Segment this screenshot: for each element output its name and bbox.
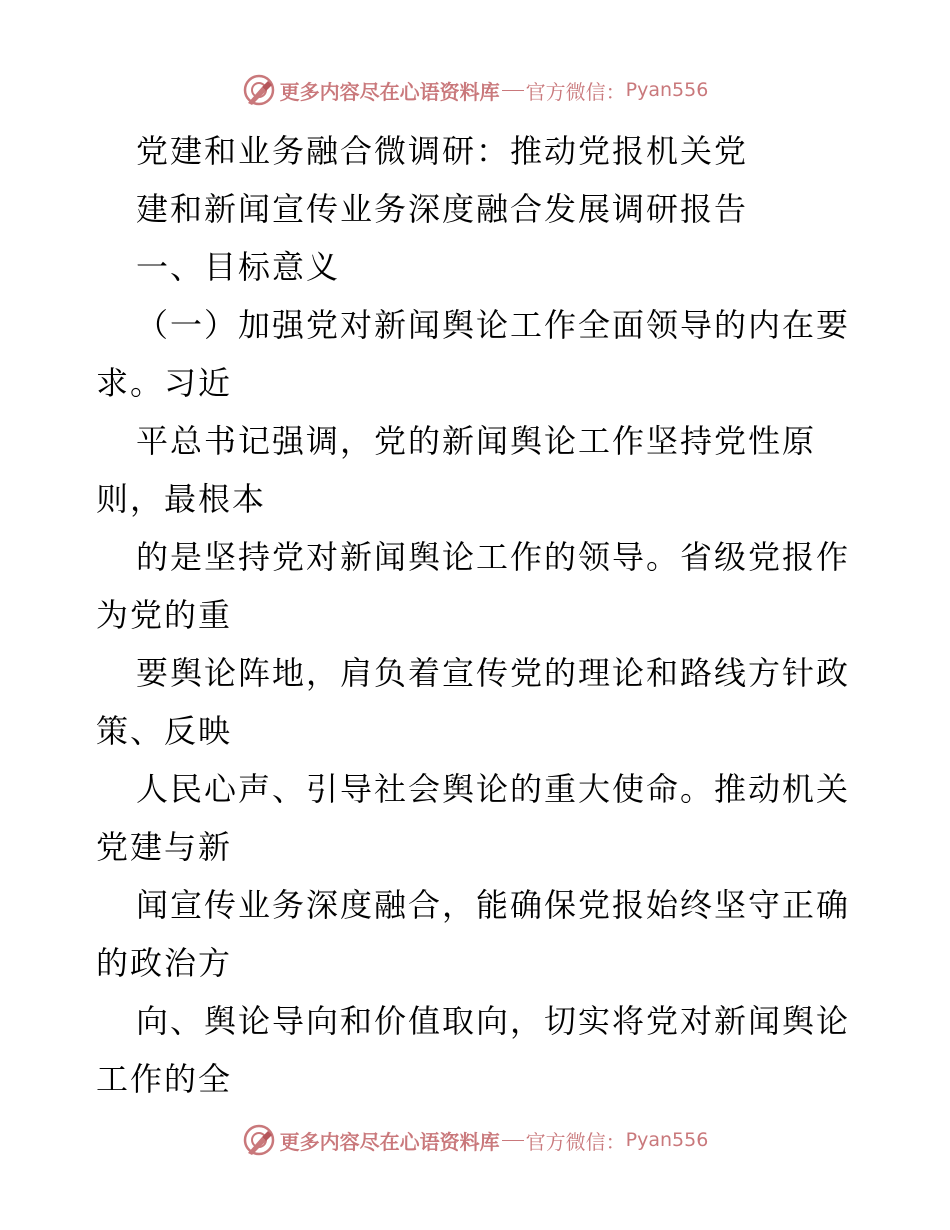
paragraph-line: （一）加强党对新闻舆论工作全面领导的内在要 [136,306,851,344]
paragraph-line: 的政治方 [96,944,233,982]
paragraph-line: 为党的重 [96,596,233,634]
separator-dash [502,90,524,91]
wechat-id: Pyan556 [625,1129,709,1151]
wechat-id: Pyan556 [625,79,709,101]
pen-logo-icon [242,73,276,107]
paragraph-line: 策、反映 [96,712,233,750]
paragraph-line: 工作的全 [96,1060,233,1098]
document-body [96,122,876,1108]
paragraph-line: 平总书记强调，党的新闻舆论工作坚持党性原 [136,422,817,460]
wechat-label: 官方微信： [525,79,626,104]
footer-watermark [0,1120,950,1160]
paragraph-line: 向、舆论导向和价值取向，切实将党对新闻舆论 [136,1002,851,1040]
library-text: 更多内容尽在心语资料库 [279,79,500,104]
paragraph-line: 要舆论阵地，肩负着宣传党的理论和路线方针政 [136,654,851,692]
title-line-1: 党建和业务融合微调研：推动党报机关党 [136,132,749,170]
title-line-2: 建和新闻宣传业务深度融合发展调研报告 [136,190,749,228]
library-text: 更多内容尽在心语资料库 [279,1129,500,1154]
wechat-label: 官方微信： [525,1129,626,1154]
paragraph-line: 的是坚持党对新闻舆论工作的领导。省级党报作 [136,538,851,576]
paragraph-line: 党建与新 [96,828,233,866]
paragraph-line: 求。习近 [96,364,233,402]
pen-logo-icon [242,1123,276,1157]
section-heading: 一、目标意义 [136,248,341,286]
paragraph-line: 则，最根本 [96,480,267,518]
paragraph-line: 闻宣传业务深度融合，能确保党报始终坚守正确 [136,886,851,924]
header-watermark [0,70,950,110]
separator-dash [502,1140,524,1141]
paragraph-line: 人民心声、引导社会舆论的重大使命。推动机关 [136,770,851,808]
